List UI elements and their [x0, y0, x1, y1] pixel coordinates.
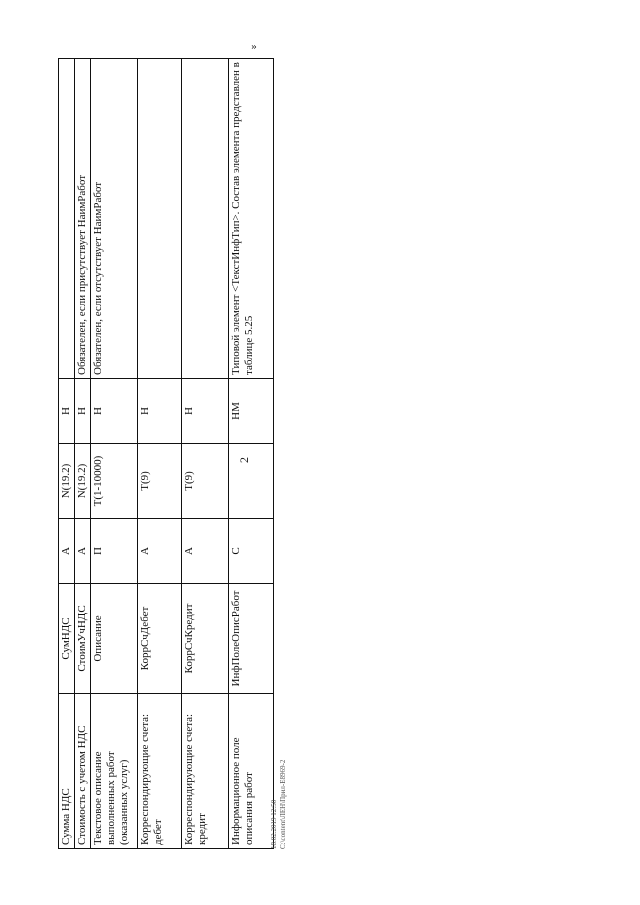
cell-type: С: [229, 519, 274, 584]
cell-format: Т(9): [138, 444, 182, 519]
cell-type: П: [91, 519, 138, 584]
closing-mark: »: [251, 40, 257, 53]
rotated-page: [58, 40, 287, 849]
cell-name: Корреспондирующие счета: кредит: [182, 694, 229, 849]
cell-name: Текстовое описание выполненных работ (оказанных услуг): [91, 694, 138, 849]
cell-code: КоррСчКредит: [182, 584, 229, 694]
cell-note: [59, 59, 75, 379]
cell-req: Н: [91, 379, 138, 444]
cell-note: [138, 59, 182, 379]
cell-type: А: [75, 519, 91, 584]
cell-name: Корреспондирующие счета: дебет: [138, 694, 182, 849]
table-row: [75, 59, 91, 849]
footer-stamp: [270, 760, 288, 849]
table-row: [138, 59, 182, 849]
cell-type: А: [138, 519, 182, 584]
cell-code: КоррСчДебет: [138, 584, 182, 694]
cell-name: Информационное поле описания работ: [229, 694, 274, 849]
cell-code: ИнфПолеОписРабот: [229, 584, 274, 694]
cell-type: А: [182, 519, 229, 584]
cell-code: СтоимУчНДС: [75, 584, 91, 694]
cell-req: Н: [138, 379, 182, 444]
cell-format: Т(1-10000): [91, 444, 138, 519]
cell-name: Стоимость с учетом НДС: [75, 694, 91, 849]
cell-req: НМ: [229, 379, 274, 444]
cell-req: Н: [75, 379, 91, 444]
table-row: [59, 59, 75, 849]
cell-format: N(19.2): [59, 444, 75, 519]
page-number: 2: [237, 457, 251, 463]
cell-note: Типовой элемент <ТекстИнфТип>. Состав элемента представлен в таблице 5.25: [229, 59, 274, 379]
cell-note: [182, 59, 229, 379]
footer-line-2: С:\content\ЛЕН\Прил-Е8969-2: [279, 759, 287, 849]
cell-format: Т(9): [182, 444, 229, 519]
cell-name: Сумма НДС: [59, 694, 75, 849]
cell-req: Н: [59, 379, 75, 444]
table-row: [91, 59, 138, 849]
cell-note: Обязателен, если присутствует НаимРабот: [75, 59, 91, 379]
footer-line-1: 18.02.2019 12:50: [270, 799, 278, 849]
cell-code: Описание: [91, 584, 138, 694]
table-row: [182, 59, 229, 849]
elements-table: [58, 58, 274, 849]
cell-format: N(19.2): [75, 444, 91, 519]
cell-note: Обязателен, если отсутствует НаимРабот: [91, 59, 138, 379]
cell-type: А: [59, 519, 75, 584]
cell-format: [229, 444, 274, 519]
cell-req: Н: [182, 379, 229, 444]
table-row: [229, 59, 274, 849]
cell-code: СумНДС: [59, 584, 75, 694]
